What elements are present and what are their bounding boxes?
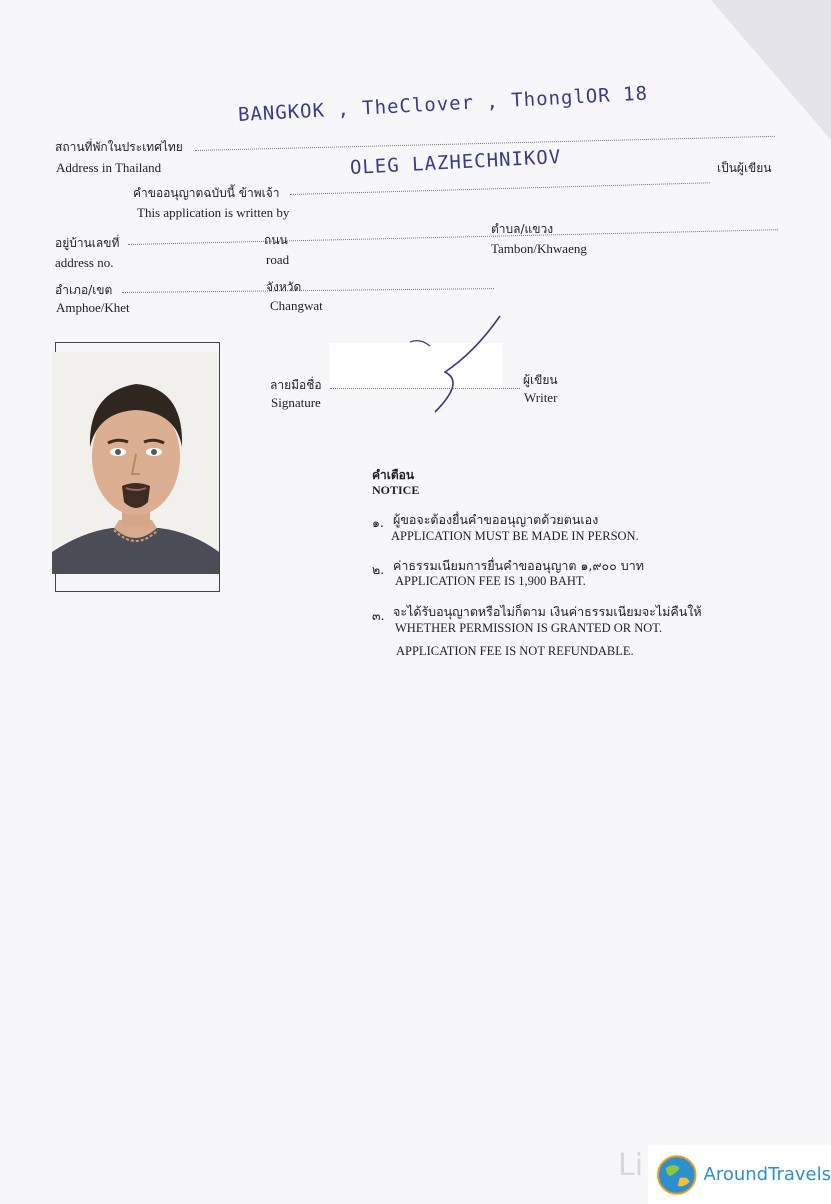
house-no-dotted-line (128, 229, 778, 245)
writer-suffix-th: เป็นผู้เขียน (717, 161, 772, 175)
notice-item-1-th: ผู้ขอจะต้องยื่นคำขออนุญาตด้วยตนเอง (393, 512, 599, 527)
tambon-label-en: Tambon/Khwaeng (491, 241, 587, 256)
address-label-th: สถานที่พักในประเทศไทย (55, 140, 183, 154)
brand-logo-text: AroundTravels (703, 1164, 831, 1185)
signature-scribble (405, 312, 505, 422)
amphoe-label-en: Amphoe/Khet (56, 300, 130, 315)
written-by-label-th: คำขออนุญาตฉบับนี้ ข้าพเจ้า (133, 186, 280, 200)
signature-dotted-line (330, 388, 520, 389)
notice-title-en: NOTICE (372, 483, 420, 497)
writer-label-th: ผู้เขียน (523, 373, 558, 387)
signature-label-en: Signature (271, 395, 321, 410)
brand-logo (648, 1145, 831, 1204)
address-label-en: Address in Thailand (56, 160, 162, 175)
watermark-text: Li (618, 1148, 644, 1183)
globe-icon (656, 1154, 698, 1196)
amphoe-dotted-line (122, 288, 494, 293)
notice-item-3-th: จะได้รับอนุญาตหรือไม่ก็ตาม เงินค่าธรรมเนียมจะไม่คืนให้ (393, 604, 702, 619)
tambon-label-th: ตำบล/แขวง (491, 222, 554, 236)
notice-item-1-en: APPLICATION MUST BE MADE IN PERSON. (391, 529, 639, 543)
written-by-dotted-line (290, 182, 710, 195)
notice-item-2-number: ๒. (372, 562, 385, 577)
notice-item-2-th: ค่าธรรมเนียมการยื่นคำขออนุญาต ๑,๙๐๐ บาท (393, 558, 644, 573)
applicant-photo (52, 352, 219, 574)
signature-label-th: ลายมือชื่อ (270, 378, 322, 392)
road-label-th: ถนน (264, 233, 288, 247)
notice-item-2-en: APPLICATION FEE IS 1,900 BAHT. (395, 574, 586, 588)
notice-item-1-number: ๑. (372, 515, 384, 530)
house-no-label-en: address no. (55, 255, 114, 270)
house-no-label-th: อยู่บ้านเลขที่ (55, 236, 120, 250)
notice-title-th: คำเตือน (372, 468, 415, 482)
notice-item-3-en-line2: APPLICATION FEE IS NOT REFUNDABLE. (396, 644, 634, 658)
writer-label-en: Writer (524, 390, 558, 405)
notice-item-3-en-line1: WHETHER PERMISSION IS GRANTED OR NOT. (395, 621, 663, 635)
notice-item-3-number: ๓. (372, 608, 385, 623)
page-fold (711, 0, 831, 140)
applicant-portrait (52, 352, 219, 574)
amphoe-label-th: อำเภอ/เขต (55, 283, 113, 297)
written-by-handwritten-value: OLEG LAZHECHNIKOV (349, 145, 562, 179)
address-handwritten-value: BANGKOK , TheClover , ThonglOR 18 (237, 82, 649, 126)
written-by-label-en: This application is written by (137, 205, 290, 220)
changwat-label-th: จังหวัด (266, 280, 302, 294)
changwat-label-en: Changwat (270, 298, 323, 313)
address-dotted-line (195, 136, 775, 151)
road-label-en: road (266, 252, 290, 267)
